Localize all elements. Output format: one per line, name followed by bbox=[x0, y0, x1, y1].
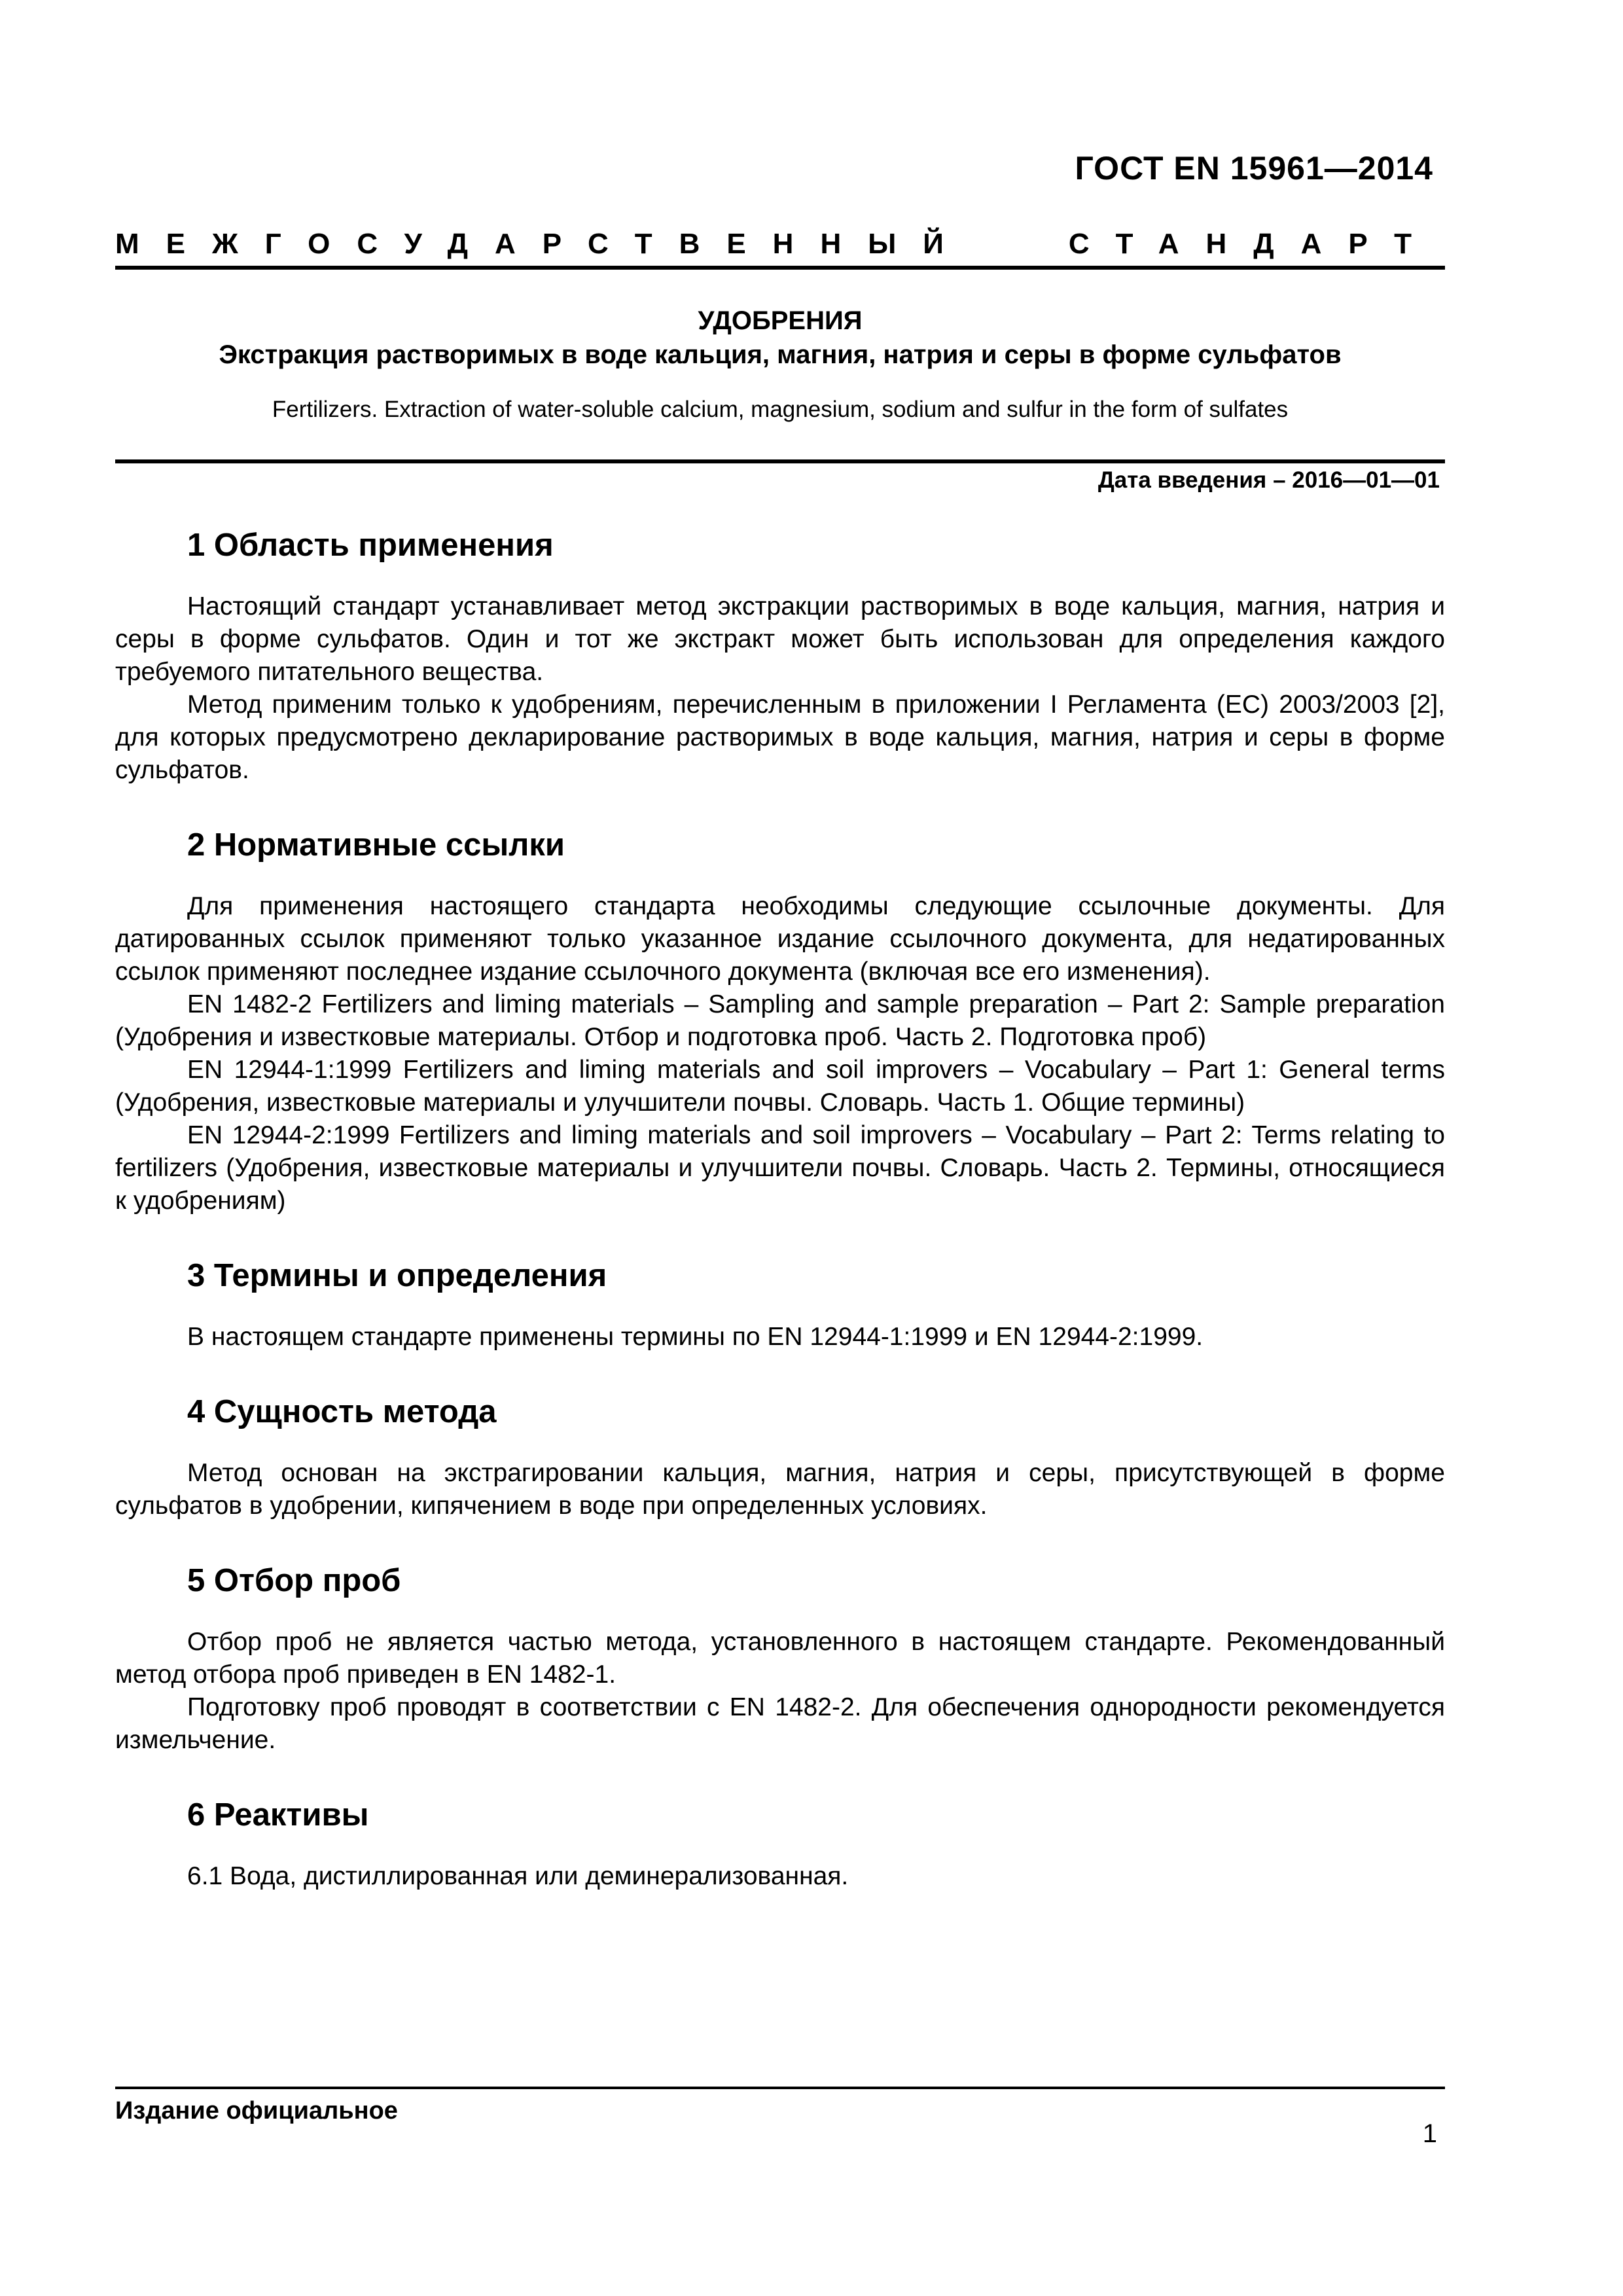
reference-item: EN 12944-2:1999 Fertilizers and liming materials and soil improvers – Vocabulary – Part 2: Terms relating to fertilizers (Удобрения, известковые материалы и улучшители почвы. Словарь. Часть 2. Термины, относящиеся к удобрениям) bbox=[115, 1121, 1445, 1215]
interstate-standard-banner bbox=[115, 228, 1438, 260]
section-title-normative-references: 2 Нормативные ссылки bbox=[187, 827, 565, 863]
paragraph: В настоящем стандарте применены термины по EN 12944-1:1999 и EN 12944-2:1999. bbox=[187, 1323, 1204, 1351]
section-title-scope: 1 Область применения bbox=[187, 528, 554, 563]
page-number: 1 bbox=[1422, 2119, 1437, 2148]
standard-word: СТАНДАРТ bbox=[1068, 228, 1438, 260]
paragraph: 6.1 Вода, дистиллированная или деминерализованная. bbox=[187, 1862, 849, 1890]
paragraph: Метод основан на экстрагировании кальция, магния, натрия и серы, присутствующей в форме сульфатов в удобрении, кипячением в воде при определенных условиях. bbox=[115, 1459, 1445, 1520]
reference-item: EN 1482-2 Fertilizers and liming materials – Sampling and sample preparation – Part 2: Sample preparation (Удобрения и известковые материалы. Отбор и подготовка проб. Часть 2. Подготовка проб) bbox=[115, 990, 1445, 1051]
introduction-date: Дата введения – 2016—01—01 bbox=[1097, 467, 1440, 493]
title-rule bbox=[115, 459, 1445, 463]
header-rule bbox=[115, 266, 1445, 270]
official-edition-label: Издание официальное bbox=[115, 2097, 398, 2125]
section-title-method-principle: 4 Сущность метода bbox=[187, 1394, 497, 1429]
document-code: ГОСТ EN 15961—2014 bbox=[1075, 150, 1433, 187]
paragraph: Для применения настоящего стандарта необходимы следующие ссылочные документы. Для датированных ссылок применяют только указанное издание ссылочного документа, для недатированных ссылок применяют последнее издание ссылочного документа (включая все его изменения). bbox=[115, 892, 1445, 986]
paragraph: Метод применим только к удобрениям, перечисленным в приложении I Регламента (ЕС) 2003/2003 [2], для которых предусмотрено декларирование растворимых в воде кальция, магния, натрия и серы в форме сульфатов. bbox=[115, 691, 1445, 784]
document-subtitle: Экстракция растворимых в воде кальция, магния, натрия и серы в форме сульфатов bbox=[219, 340, 1342, 369]
reference-item: EN 12944-1:1999 Fertilizers and liming materials and soil improvers – Vocabulary – Part 1: General terms (Удобрения, известковые материалы и улучшители почвы. Словарь. Часть 1. Общие термины) bbox=[115, 1056, 1445, 1117]
paragraph: Подготовку проб проводят в соответствии с EN 1482-2. Для обеспечения однородности рекомендуется измельчение. bbox=[115, 1693, 1445, 1754]
paragraph: Отбор проб не является частью метода, установленного в настоящем стандарте. Рекомендованный метод отбора проб приведен в EN 1482-1. bbox=[115, 1628, 1445, 1689]
section-title-sampling: 5 Отбор проб bbox=[187, 1563, 401, 1598]
document-title: УДОБРЕНИЯ bbox=[698, 306, 863, 335]
section-title-reagents: 6 Реактивы bbox=[187, 1797, 369, 1833]
footer-rule bbox=[115, 2087, 1445, 2089]
document-body bbox=[115, 524, 1445, 1893]
paragraph: Настоящий стандарт устанавливает метод экстракции растворимых в воде кальция, магния, натрия и серы в форме сульфатов. Один и тот же экстракт может быть использован для определения каждого требуемого питательного вещества. bbox=[115, 592, 1445, 686]
section-title-terms: 3 Термины и определения bbox=[187, 1258, 607, 1293]
english-title: Fertilizers. Extraction of water-soluble calcium, magnesium, sodium and sulfur in the form of sulfates bbox=[272, 397, 1289, 422]
interstate-word: МЕЖГОСУДАРСТВЕННЫЙ bbox=[115, 228, 971, 260]
